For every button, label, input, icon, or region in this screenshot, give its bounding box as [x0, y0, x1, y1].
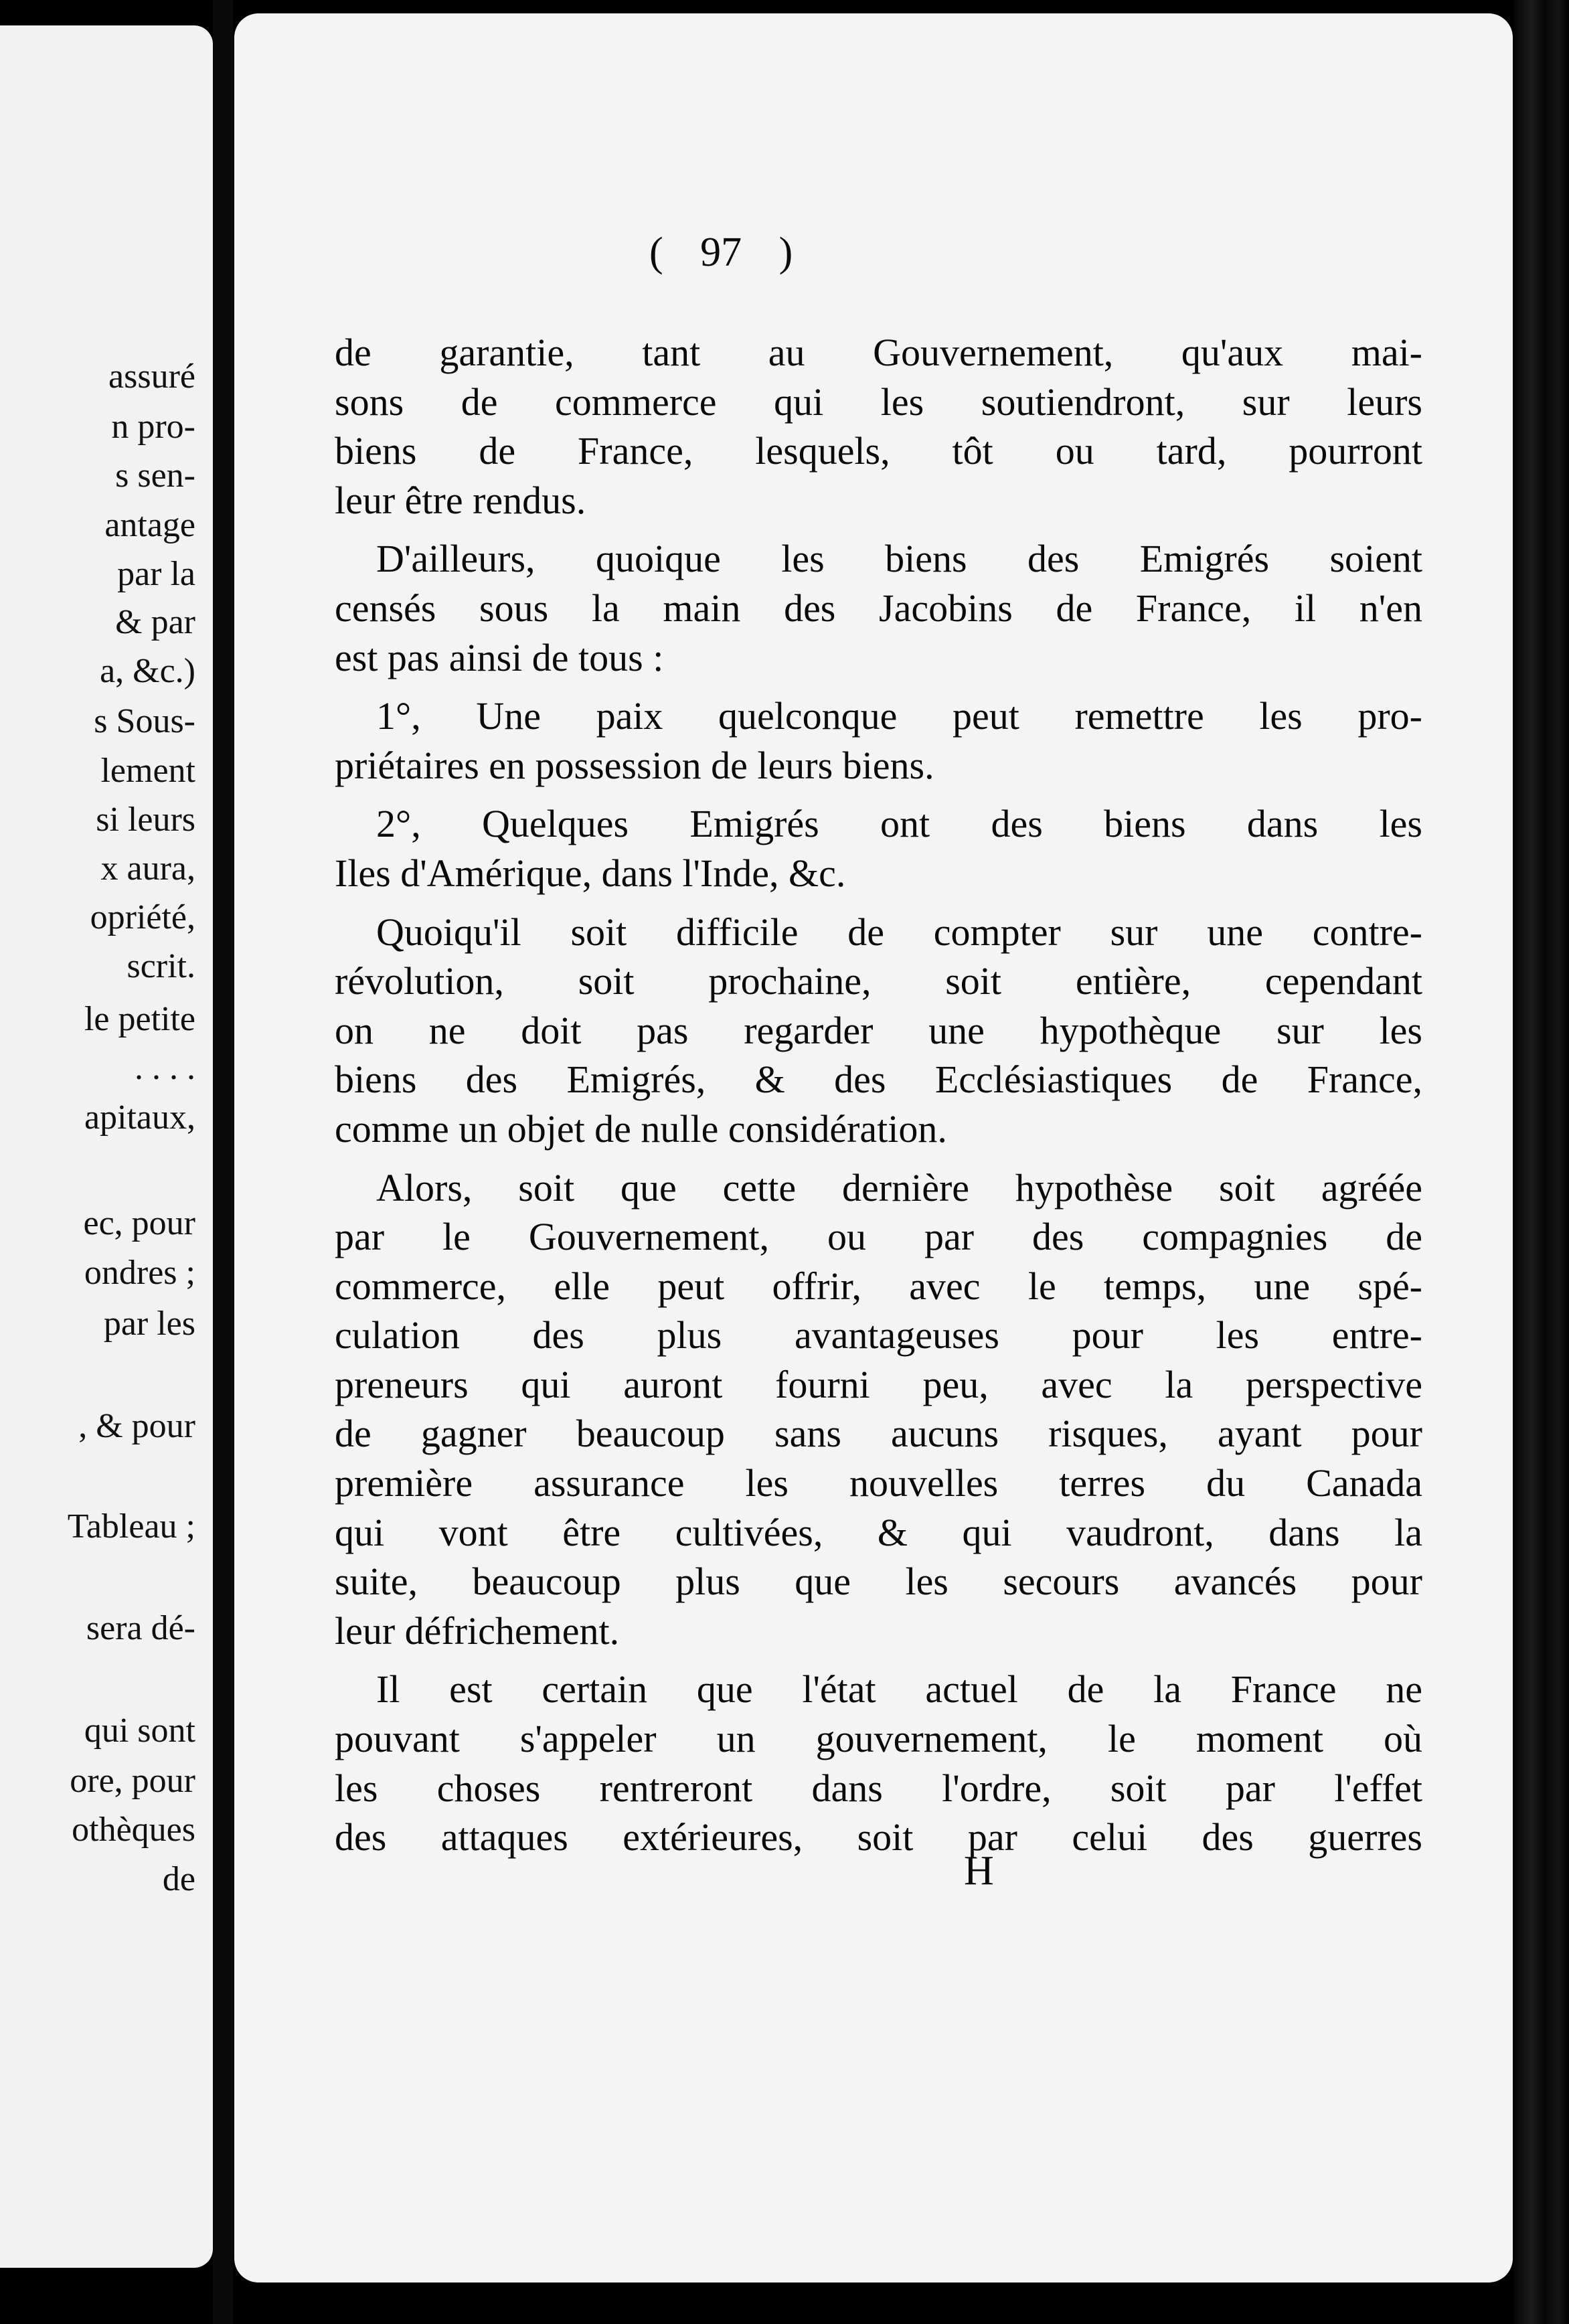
paragraph: [335, 534, 1422, 682]
left-page-line: ore, pour: [70, 1762, 195, 1800]
text-line: comme un objet de nulle considération.: [335, 1106, 947, 1151]
signature-mark: H: [964, 1848, 994, 1894]
left-page-line: scrit.: [127, 947, 195, 985]
left-page-line: Tableau ;: [67, 1507, 195, 1546]
left-page-line: qui sont: [84, 1712, 195, 1750]
text-line: priétaires en possession de leurs biens.: [335, 743, 934, 787]
book-edge: [1514, 0, 1569, 2324]
text-line: 2°, Quelques Emigrés ont des biens dans les: [376, 802, 1422, 846]
text-line: on ne doit pas regarder une hypothèque sur les: [335, 1008, 1422, 1052]
left-page-line: lement: [100, 752, 195, 790]
text-line: Iles d'Amérique, dans l'Inde, &c.: [335, 851, 846, 895]
text-line: D'ailleurs, quoique les biens des Emigrés soient: [376, 537, 1422, 581]
paragraph: [335, 1665, 1422, 1861]
text-line: commerce, elle peut offrir, avec le temps, une spé-: [335, 1264, 1422, 1308]
paragraph: [335, 1163, 1422, 1656]
text-line: leur être rendus.: [335, 478, 586, 522]
left-page-line: assuré: [108, 357, 195, 396]
text-line: Alors, soit que cette dernière hypothèse soit agréée: [376, 1165, 1422, 1210]
text-line: culation des plus avantageuses pour les entre-: [335, 1313, 1422, 1357]
text-line: première assurance les nouvelles terres du Canada: [335, 1461, 1422, 1505]
paragraph: [335, 691, 1422, 790]
text-line: sons de commerce qui les soutiendront, sur leurs: [335, 380, 1422, 424]
left-page-line: de: [162, 1860, 195, 1898]
text-line: les choses rentreront dans l'ordre, soit par l'effet: [335, 1766, 1422, 1810]
paragraph: [335, 799, 1422, 898]
left-page-line: sera dé-: [86, 1609, 195, 1647]
text-line: preneurs qui auront fourni peu, avec la perspective: [335, 1362, 1422, 1406]
text-line: par le Gouvernement, ou par des compagnies de: [335, 1215, 1422, 1259]
right-page: [234, 13, 1513, 2282]
text-line: de garantie, tant au Gouvernement, qu'aux mai-: [335, 331, 1422, 374]
left-page-line: ec, pour: [83, 1204, 195, 1242]
left-page-line: n pro-: [111, 408, 195, 446]
text-line: leur défrichement.: [335, 1608, 620, 1653]
left-page-line: par la: [117, 555, 195, 593]
text-line: de gagner beaucoup sans aucuns risques, ayant pour: [335, 1412, 1422, 1456]
text-line: 1°, Une paix quelconque peut remettre les pro-: [376, 694, 1422, 738]
text-line: censés sous la main des Jacobins de France, il n'en: [335, 586, 1422, 630]
book-gutter: [213, 0, 233, 2324]
text-line: suite, beaucoup plus que les secours avancés pour: [335, 1560, 1422, 1604]
text-line: biens de France, lesquels, tôt ou tard, pourront: [335, 429, 1422, 473]
left-page-line: ondres ;: [84, 1254, 195, 1292]
text-line: révolution, soit prochaine, soit entière, cependant: [335, 959, 1422, 1003]
text-line: des attaques extérieures, soit par celui des guerres: [335, 1815, 1422, 1859]
left-page-line: par les: [103, 1305, 195, 1343]
left-page-line: s Sous-: [94, 702, 195, 740]
left-page-line: . . . .: [135, 1049, 195, 1087]
left-page-line: le petite: [84, 1000, 195, 1038]
page-number: ( 97 ): [649, 230, 793, 275]
left-page-line: x aura,: [100, 849, 195, 888]
left-page-line: antage: [104, 506, 195, 544]
text-line: qui vont être cultivées, & qui vaudront, dans la: [335, 1510, 1422, 1554]
left-page-line: othèques: [72, 1811, 195, 1849]
text-line: Il est certain que l'état actuel de la France ne: [376, 1667, 1422, 1712]
left-page-line: apitaux,: [84, 1098, 195, 1137]
left-page-line: s sen-: [115, 456, 195, 495]
left-page-line: si leurs: [96, 801, 195, 839]
paragraph: [335, 908, 1422, 1154]
paragraph: [335, 328, 1422, 525]
text-line: Quoiqu'il soit difficile de compter sur une contre-: [376, 910, 1422, 954]
left-page-line: a, &c.): [100, 652, 195, 690]
left-page-line: & par: [115, 603, 195, 641]
left-page-line: , & pour: [78, 1407, 195, 1445]
text-line: biens des Emigrés, & des Ecclésiastiques de France,: [335, 1058, 1422, 1102]
body-text: [335, 328, 1422, 1862]
left-page-line: opriété,: [90, 898, 195, 936]
text-line: pouvant s'appeler un gouvernement, le moment où: [335, 1717, 1422, 1761]
text-line: est pas ainsi de tous :: [335, 635, 664, 679]
left-page: [0, 25, 213, 2268]
